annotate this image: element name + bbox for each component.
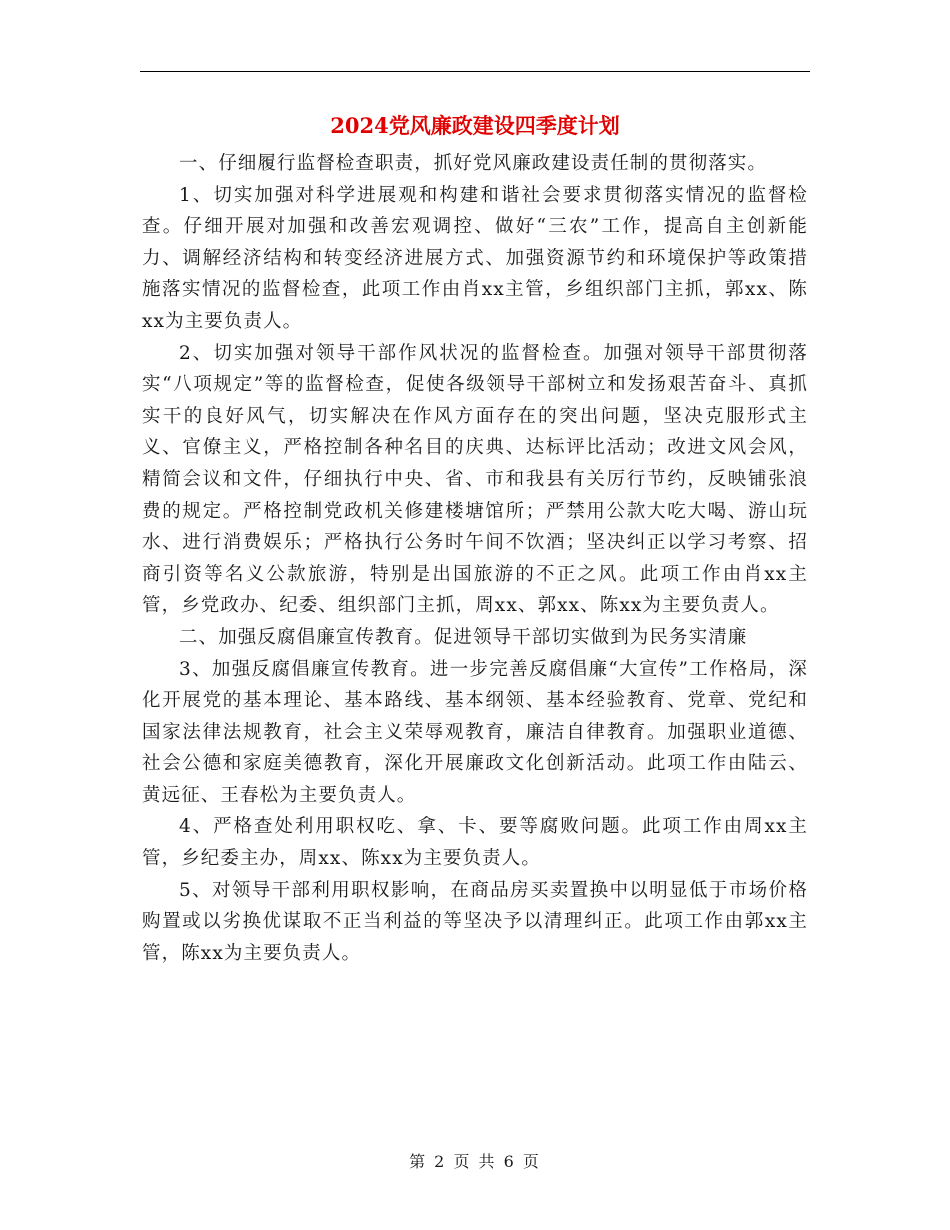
section-heading-2: 二、加强反腐倡廉宣传教育。促进领导干部切实做到为民务实清廉	[179, 626, 748, 648]
page-number: 第 2 页 共 6 页	[409, 1152, 541, 1171]
paragraph-item-1: 1、切实加强对科学进展观和构建和谐社会要求贯彻落实情况的监督检查。仔细开展对加强和改善宏观调控、做好“三农”工作，提高自主创新能力、调解经济结构和转变经济进展方式、加强资源节约和环境保护等政策措施落实情况的监督检查，此项工作由肖xx主管，乡组织部门主抓，郭xx、陈xx为主要负责人。	[142, 184, 808, 332]
header-rule	[140, 71, 810, 72]
section-heading-1: 一、仔细履行监督检查职责，抓好党风廉政建设责任制的贯彻落实。	[179, 153, 768, 174]
paragraph-item-3: 3、加强反腐倡廉宣传教育。进一步完善反腐倡廉“大宣传”工作格局，深化开展党的基本理论、基本路线、基本纲领、基本经验教育、党章、党纪和国家法律法规教育，社会主义荣辱观教育，廉洁自律教育。加强职业道德、社会公德和家庭美德教育，深化开展廉政文化创新活动。此项工作由陆云、黄远征、王春松为主要负责人。	[142, 658, 808, 806]
paragraph-item-2: 2、切实加强对领导干部作风状况的监督检查。加强对领导干部贯彻落实“八项规定”等的监督检查，促使各级领导干部树立和发扬艰苦奋斗、真抓实干的良好风气，切实解决在作风方面存在的突出问题，坚决克服形式主义、官僚主义，严格控制各种名目的庆典、达标评比活动；改进文风会风，精简会议和文件，仔细执行中央、省、市和我县有关厉行节约，反映铺张浪费的规定。严格控制党政机关修建楼塘馆所；严禁用公款大吃大喝、游山玩水、进行消费娱乐；严格执行公务时午间不饮酒；坚决纠正以学习考察、招商引资等名义公款旅游，特别是出国旅游的不正之风。此项工作由肖xx主管，乡党政办、纪委、组织部门主抓，周xx、郭xx、陈xx为主要负责人。	[142, 342, 808, 617]
paragraph-item-5: 5、对领导干部利用职权影响，在商品房买卖置换中以明显低于市场价格购置或以劣换优谋取不正当利益的等坚决予以清理纠正。此项工作由郭xx主管，陈xx为主要负责人。	[142, 879, 808, 964]
document-title: 2024党风廉政建设四季度计划	[330, 113, 620, 138]
page-footer	[0, 1150, 950, 1174]
document-body	[142, 148, 808, 969]
paragraph-item-4: 4、严格查处利用职权吃、拿、卡、要等腐败问题。此项工作由周xx主管，乡纪委主办，周xx、陈xx为主要负责人。	[142, 816, 808, 870]
